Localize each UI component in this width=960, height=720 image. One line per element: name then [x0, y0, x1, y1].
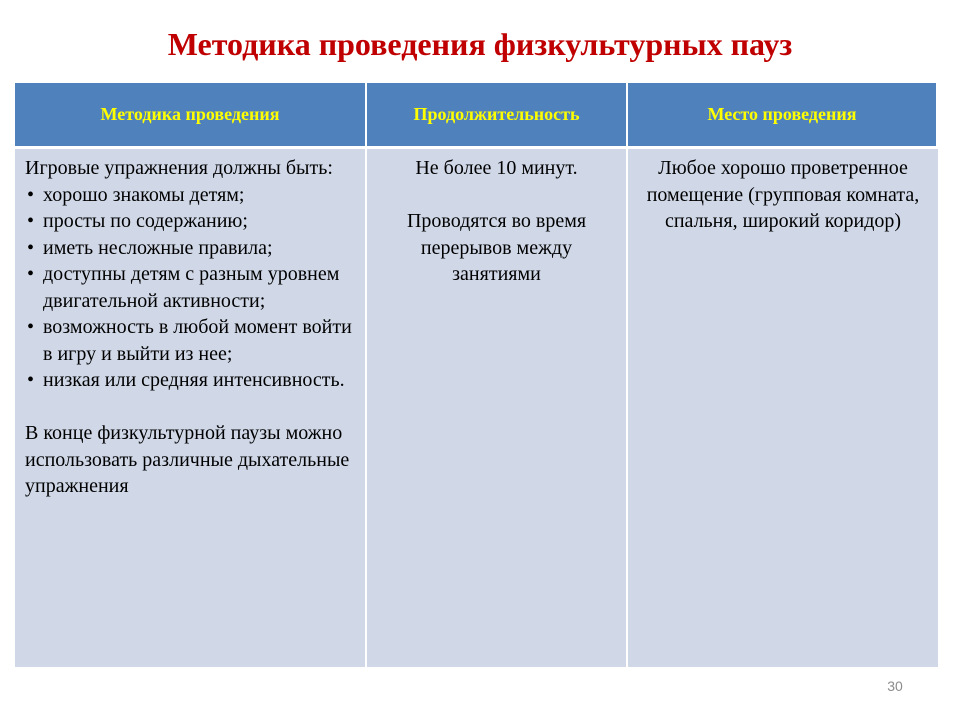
cell-methodology — [15, 149, 367, 667]
list-item — [25, 182, 355, 209]
methodology-conclusion: В конце физкультурной паузы можно использовать различные дыхательные упражнения — [25, 422, 350, 497]
methodology-table — [15, 83, 938, 667]
methodology-bullet-list — [25, 182, 355, 394]
page-number: 30 — [887, 678, 903, 694]
bullet-icon: • — [27, 369, 35, 391]
list-item-text: возможность в любой момент войти в игру и выйти из нее; — [43, 316, 352, 365]
list-item — [25, 261, 355, 314]
cell-location — [628, 149, 938, 667]
list-item-text: доступны детям с разным уровнем двигательной активности; — [43, 263, 340, 312]
list-item — [25, 235, 355, 262]
header-methodology: Методика проведения — [15, 83, 367, 149]
bullet-icon: • — [27, 210, 35, 232]
duration-limit: Не более 10 минут. — [415, 157, 578, 179]
cell-duration — [367, 149, 628, 667]
list-item — [25, 208, 355, 235]
list-item-text: иметь несложные правила; — [43, 236, 273, 259]
spacer — [25, 394, 355, 421]
list-item-text: просты по содержанию; — [43, 210, 248, 232]
list-item — [25, 314, 355, 367]
list-item-text: низкая или средняя интенсивность. — [43, 369, 345, 391]
bullet-icon: • — [27, 316, 35, 338]
slide-title: Методика проведения физкультурных пауз — [167, 26, 793, 62]
bullet-icon: • — [27, 183, 35, 206]
spacer — [377, 182, 616, 209]
bullet-icon: • — [27, 236, 35, 259]
header-duration: Продолжительность — [367, 83, 628, 149]
methodology-intro: Игровые упражнения должны быть: — [25, 157, 333, 179]
location-text: Любое хорошо проветренное помещение (групповая комната, спальня, широкий коридор) — [646, 157, 920, 232]
header-location: Место проведения — [628, 83, 938, 149]
list-item-text: хорошо знакомы детям; — [43, 183, 245, 206]
duration-timing: Проводятся во время перерывов между занятиями — [406, 210, 587, 285]
list-item — [25, 367, 355, 394]
bullet-icon: • — [27, 263, 35, 285]
